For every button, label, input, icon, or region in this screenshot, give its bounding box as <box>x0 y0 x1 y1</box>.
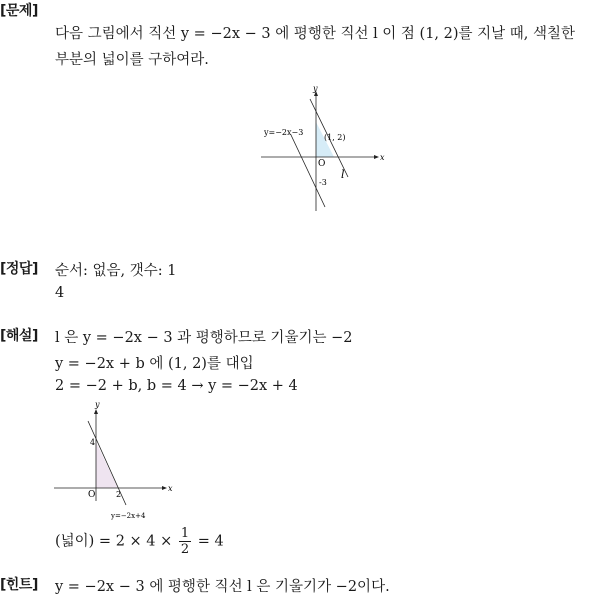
solution-x-label: x <box>168 484 173 493</box>
problem-line-label: y=−2x−3 <box>264 128 304 137</box>
problem-figure <box>255 85 390 213</box>
hint-tag: [힌트] <box>0 577 38 593</box>
solution-area-line <box>55 526 224 557</box>
area-fraction <box>179 526 191 557</box>
solution-x-arrow <box>162 486 167 490</box>
solution-shaded-region <box>96 442 118 488</box>
problem-line-2: 부분의 넓이를 구하여라. <box>55 52 209 68</box>
problem-point-label: (1, 2) <box>324 133 346 142</box>
area-left: (넓이) = 2 × 4 × <box>55 533 173 550</box>
solution-figure <box>52 397 182 522</box>
problem-l-label: l <box>341 168 345 181</box>
problem-origin-label: O <box>318 159 326 169</box>
solution-line-3: 2 = −2 + b, b = 4 → y = −2x + 4 <box>55 378 298 394</box>
solution-line-1: l 은 y = −2x − 3 과 평행하므로 기울기는 −2 <box>55 330 353 346</box>
problem-line-1: 다음 그림에서 직선 y = −2x − 3 에 평행한 직선 l 이 점 (1, 2)를 지날 때, 색칠한 <box>55 26 576 42</box>
hint-text: y = −2x − 3 에 평행한 직선 l 은 기울기가 −2이다. <box>55 579 390 595</box>
answer-meta: 순서: 없음, 갯수: 1 <box>55 263 177 279</box>
solution-y-intercept-label: 4 <box>90 438 96 447</box>
area-right: = 4 <box>197 533 224 550</box>
solution-x-intercept-label: 2 <box>116 490 122 499</box>
answer-tag: [정답] <box>0 261 38 277</box>
problem-x-label: x <box>380 153 385 162</box>
solution-line-2: y = −2x + b 에 (1, 2)를 대입 <box>55 356 254 372</box>
fraction-numerator: 1 <box>180 526 190 541</box>
answer-value: 4 <box>55 285 65 301</box>
problem-tag: [문제] <box>0 3 38 19</box>
solution-line-label: y=−2x+4 <box>111 512 146 520</box>
problem-y-label: y <box>313 85 318 93</box>
solution-y-arrow <box>94 409 98 414</box>
solution-tag: [해설] <box>0 328 38 344</box>
fraction-denominator: 2 <box>180 542 190 557</box>
problem-x-arrow <box>374 155 379 159</box>
problem-intercept-label: -3 <box>319 178 327 187</box>
solution-y-label: y <box>95 400 100 409</box>
solution-origin-label: O <box>88 490 96 500</box>
